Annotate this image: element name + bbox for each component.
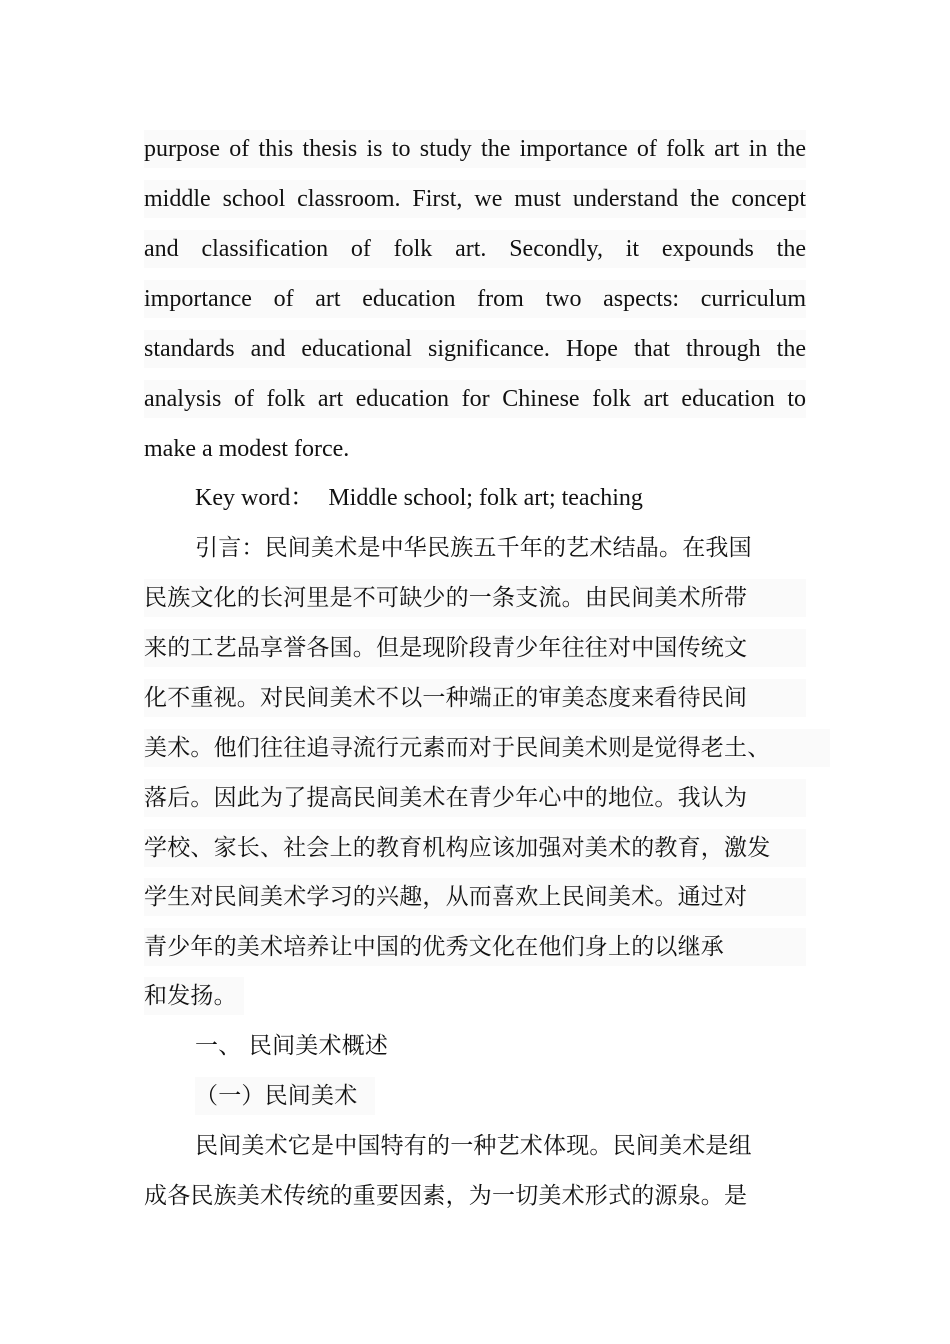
introduction-line: 落后。因此为了提高民间美术在青少年心中的地位。我认为 xyxy=(144,779,806,817)
introduction-line: 学校、家长、社会上的教育机构应该加强对美术的教育，激发 xyxy=(144,829,806,867)
keywords-label: Key word： xyxy=(195,485,315,511)
introduction-line: 和发扬。 xyxy=(144,977,244,1015)
introduction-line: 化不重视。对民间美术不以一种端正的审美态度来看待民间 xyxy=(144,679,806,717)
abstract-line: analysis of folk art education for Chinese folk art education to xyxy=(144,380,806,418)
keywords-value: Middle school; folk art; teaching xyxy=(328,485,643,511)
body-line: 民间美术它是中国特有的一种艺术体现。民间美术是组 xyxy=(195,1133,752,1159)
subsection-heading: （一）民间美术 xyxy=(195,1077,375,1115)
introduction-line: 引言：民间美术是中华民族五千年的艺术结晶。在我国 xyxy=(195,535,752,561)
abstract-line: middle school classroom. First, we must understand the concept xyxy=(144,180,806,218)
introduction-line: 民族文化的长河里是不可缺少的一条支流。由民间美术所带 xyxy=(144,579,806,617)
abstract-line: and classification of folk art. Secondly, it expounds the xyxy=(144,230,806,268)
abstract-line: importance of art education from two aspects: curriculum xyxy=(144,280,806,318)
introduction-line: 学生对民间美术学习的兴趣，从而喜欢上民间美术。通过对 xyxy=(144,878,806,916)
abstract-line: standards and educational significance. Hope that through the xyxy=(144,330,806,368)
section-heading: 一、 民间美术概述 xyxy=(195,1033,389,1059)
introduction-line: 来的工艺品享誉各国。但是现阶段青少年往往对中国传统文 xyxy=(144,629,806,667)
introduction-line: 青少年的美术培养让中国的优秀文化在他们身上的以继承 xyxy=(144,928,806,966)
body-line: 成各民族美术传统的重要因素，为一切美术形式的源泉。是 xyxy=(144,1183,748,1209)
abstract-line: purpose of this thesis is to study the importance of folk art in the xyxy=(144,130,806,168)
keywords-line xyxy=(195,479,806,517)
introduction-line: 美术。他们往往追寻流行元素而对于民间美术则是觉得老土、 xyxy=(144,729,830,767)
abstract-line: make a modest force. xyxy=(144,436,350,462)
